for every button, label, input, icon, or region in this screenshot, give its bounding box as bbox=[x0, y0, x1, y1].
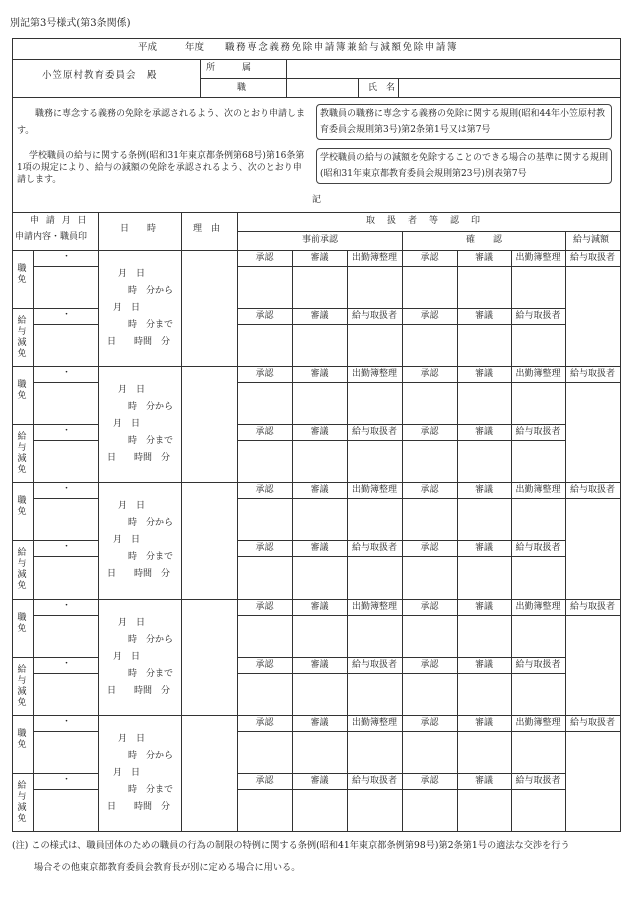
record-4-top-cell-1: 承認 bbox=[255, 601, 274, 612]
record-2-handler-col-6 bbox=[565, 366, 566, 482]
record-3-handler-mid-line bbox=[237, 540, 565, 541]
record-1-top-seal-6[interactable] bbox=[513, 268, 563, 306]
record-3-top-seal-5[interactable] bbox=[459, 500, 509, 538]
record-3-top-cell-2: 審議 bbox=[310, 485, 329, 496]
record-2-top-seal-7[interactable] bbox=[567, 384, 618, 422]
record-5-reason-cell[interactable] bbox=[183, 717, 235, 829]
record-3-top-seal-3[interactable] bbox=[349, 500, 400, 538]
record-3-time-line-1: 月 日 bbox=[118, 501, 146, 512]
record-2-top-cell-5: 審議 bbox=[474, 369, 493, 380]
record-2-handler-col-4 bbox=[457, 366, 458, 482]
record-2-bottom-cell-3: 給与取扱者 bbox=[351, 427, 397, 438]
record-3-bottom-seal-3[interactable] bbox=[349, 558, 400, 596]
record-5-date-line bbox=[33, 731, 98, 732]
record-3-handler-col-1 bbox=[292, 482, 293, 598]
record-1-top-cell-1: 承認 bbox=[255, 253, 274, 263]
ki-label: 記 bbox=[312, 195, 322, 205]
record-5-bottom-cell-3: 給与取扱者 bbox=[351, 775, 397, 786]
record-4-top-seal-1[interactable] bbox=[239, 617, 290, 655]
record-2-top-seal-5[interactable] bbox=[459, 384, 509, 422]
record-4-bottom-cell-4: 承認 bbox=[420, 659, 439, 670]
record-1-bottom-seal-5[interactable] bbox=[459, 326, 509, 364]
record-5-bottom-cell-1: 承認 bbox=[255, 775, 274, 786]
record-5-salary-seal-cell[interactable] bbox=[35, 791, 96, 829]
record-2-date-dot-1: ・ bbox=[62, 368, 72, 379]
record-1-handler-col-3 bbox=[402, 250, 403, 366]
record-2-top-cell-6: 出勤簿整理 bbox=[515, 369, 561, 380]
record-2-top-cell-3: 出勤簿整理 bbox=[351, 369, 397, 380]
record-1-handler-col-4 bbox=[457, 250, 458, 366]
record-4-top-seal-7[interactable] bbox=[567, 617, 618, 655]
record-4-handler-mid-line bbox=[237, 657, 565, 658]
intro-paragraph-2: 学校職員の給与に関する条例(昭和31年東京都条例第68号)第16条第1項の規定により、給与の減額の免除を承認されるよう、次のとおり申請します。 bbox=[17, 151, 305, 185]
record-5-time-line-4: 時 分まで bbox=[128, 784, 174, 795]
record-2-handler-col-1 bbox=[292, 366, 293, 482]
record-3-top-seal-7[interactable] bbox=[567, 500, 618, 538]
record-3-handler-col-5 bbox=[511, 482, 512, 598]
record-2-time-line-1: 月 日 bbox=[118, 385, 146, 396]
record-5-leave-seal-cell[interactable] bbox=[35, 733, 96, 771]
record-4-mid-line bbox=[12, 657, 98, 658]
record-1-date-dot-1: ・ bbox=[62, 252, 72, 262]
record-5-top-cell-5: 審議 bbox=[474, 717, 493, 728]
record-2-time-line-2: 時 分から bbox=[128, 402, 174, 413]
record-3-date-line bbox=[33, 498, 98, 499]
record-2-bottom-cell-6: 給与取扱者 bbox=[515, 427, 561, 438]
record-2-bottom-cell-4: 承認 bbox=[420, 427, 439, 438]
record-1-top-seal-3[interactable] bbox=[349, 268, 400, 306]
record-5-top-seal-4[interactable] bbox=[404, 733, 455, 771]
record-3-leave-label: 職免 bbox=[17, 496, 27, 518]
record-5-top-seal-6[interactable] bbox=[513, 733, 563, 771]
record-4-time-line-3: 月 日 bbox=[113, 651, 141, 662]
record-5-top-cell-2: 審議 bbox=[310, 717, 329, 728]
record-5-salary-label: 給与減免 bbox=[17, 780, 27, 824]
record-3-leave-seal-cell[interactable] bbox=[35, 500, 96, 538]
record-1-top-cell-3: 出勤簿整理 bbox=[351, 253, 397, 263]
record-2-time-line-5: 日 時間 分 bbox=[107, 453, 171, 464]
record-4-bottom-cell-6: 給与取扱者 bbox=[515, 659, 561, 670]
record-3-top-cell-7: 給与取扱者 bbox=[569, 485, 615, 496]
record-4-top-cell-6: 出勤簿整理 bbox=[515, 601, 561, 612]
record-1-top-seal-7[interactable] bbox=[567, 268, 618, 306]
record-1-mid-line bbox=[12, 308, 98, 309]
record-2-date-line bbox=[33, 382, 98, 383]
record-1-bottom-seal-2[interactable] bbox=[294, 326, 345, 364]
record-3-bottom-cell-3: 給与取扱者 bbox=[351, 543, 397, 554]
record-1-handler-col-1 bbox=[292, 250, 293, 366]
record-1-bottom-seal-3[interactable] bbox=[349, 326, 400, 364]
record-4-time-line-2: 時 分から bbox=[128, 634, 174, 645]
record-3-date-dot-1: ・ bbox=[62, 484, 72, 495]
record-3-top-cell-6: 出勤簿整理 bbox=[515, 485, 561, 496]
record-3-bottom-cell-6: 給与取扱者 bbox=[515, 543, 561, 554]
record-1-handler-mid-line-2 bbox=[237, 324, 565, 325]
record-1-top-cell-4: 承認 bbox=[420, 253, 439, 263]
record-5-handler-mid-line bbox=[237, 773, 565, 774]
record-2-handler-col-2 bbox=[347, 366, 348, 482]
record-5-handler-col-6 bbox=[565, 715, 566, 831]
record-1-top-cell-6: 出勤簿整理 bbox=[515, 253, 561, 263]
record-4-bottom-seal-6[interactable] bbox=[513, 675, 563, 713]
record-3-time-line-4: 時 分まで bbox=[128, 552, 174, 563]
record-4-bottom-cell-5: 審議 bbox=[474, 659, 493, 670]
record-2-top-seal-3[interactable] bbox=[349, 384, 400, 422]
post-field[interactable] bbox=[290, 80, 354, 96]
record-4-reason-cell[interactable] bbox=[183, 601, 235, 713]
record-1-top-seal-4[interactable] bbox=[404, 268, 455, 306]
record-4-top-cell-7: 給与取扱者 bbox=[569, 601, 615, 612]
record-5-top-seal-7[interactable] bbox=[567, 733, 618, 771]
record-2-salary-seal-cell[interactable] bbox=[35, 442, 96, 480]
record-1-date-line-2 bbox=[33, 324, 98, 325]
post-label: 職 bbox=[237, 83, 247, 93]
record-2-top-cell-1: 承認 bbox=[255, 369, 274, 380]
addressee: 小笠原村教育委員会 殿 bbox=[42, 70, 158, 81]
record-5-time-line-2: 時 分から bbox=[128, 750, 174, 761]
record-5-handler-col-5 bbox=[511, 715, 512, 831]
record-2-top-seal-6[interactable] bbox=[513, 384, 563, 422]
record-3-date-dot-2: ・ bbox=[62, 542, 72, 553]
record-4-date-line-2 bbox=[33, 673, 98, 674]
record-5-top-seal-1[interactable] bbox=[239, 733, 290, 771]
record-5-handler-col-3 bbox=[402, 715, 403, 831]
record-4-salary-seal-cell[interactable] bbox=[35, 675, 96, 713]
dept-field[interactable] bbox=[290, 61, 616, 77]
record-3-bottom-seal-5[interactable] bbox=[459, 558, 509, 596]
name-label: 氏 名 bbox=[368, 83, 396, 93]
record-2-top-cell-7: 給与取扱者 bbox=[569, 369, 615, 380]
record-4-time-line-5: 日 時間 分 bbox=[107, 685, 171, 696]
record-5-bottom-seal-3[interactable] bbox=[349, 791, 400, 829]
record-5-bottom-cell-4: 承認 bbox=[420, 775, 439, 786]
record-2-top-seal-1[interactable] bbox=[239, 384, 290, 422]
record-3-top-cell-5: 審議 bbox=[474, 485, 493, 496]
record-4-top-seal-5[interactable] bbox=[459, 617, 509, 655]
record-1-handler-mid-line bbox=[237, 308, 565, 309]
record-1-bottom-seal-4[interactable] bbox=[404, 326, 455, 364]
record-2-leave-seal-cell[interactable] bbox=[35, 384, 96, 422]
record-3-bottom-cell-4: 承認 bbox=[420, 543, 439, 554]
record-2-bottom-seal-3[interactable] bbox=[349, 442, 400, 480]
record-4-handler-col-6 bbox=[565, 599, 566, 715]
record-3-bottom-cell-2: 審議 bbox=[310, 543, 329, 554]
record-4-bottom-seal-1[interactable] bbox=[239, 675, 290, 713]
record-3-bottom-cell-5: 審議 bbox=[474, 543, 493, 554]
record-1-time-line-4: 時 分まで bbox=[128, 320, 174, 330]
record-1-time-line-1: 月 日 bbox=[118, 269, 146, 279]
record-4-top-cell-5: 審議 bbox=[474, 601, 493, 612]
record-4-top-cell-2: 審議 bbox=[310, 601, 329, 612]
record-3-top-seal-2[interactable] bbox=[294, 500, 345, 538]
record-4-bottom-cell-1: 承認 bbox=[255, 659, 274, 670]
record-3-handler-col-2 bbox=[347, 482, 348, 598]
record-1-time-line-3: 月 日 bbox=[113, 303, 141, 313]
record-1-top-seal-2[interactable] bbox=[294, 268, 345, 306]
record-1-bottom-cell-6: 給与取扱者 bbox=[515, 311, 561, 321]
record-5-handler-top-line bbox=[237, 731, 620, 732]
record-2-separator bbox=[12, 482, 620, 483]
record-5-bottom-seal-2[interactable] bbox=[294, 791, 345, 829]
record-5-top-seal-2[interactable] bbox=[294, 733, 345, 771]
record-3-salary-label: 給与減免 bbox=[17, 548, 27, 592]
title-era: 平成 bbox=[138, 42, 158, 53]
record-4-top-seal-2[interactable] bbox=[294, 617, 345, 655]
record-3-bottom-seal-2[interactable] bbox=[294, 558, 345, 596]
record-5-time-line-1: 月 日 bbox=[118, 733, 146, 744]
record-4-handler-col-4 bbox=[457, 599, 458, 715]
record-2-reason-cell[interactable] bbox=[183, 368, 235, 480]
record-4-top-seal-6[interactable] bbox=[513, 617, 563, 655]
record-4-top-seal-3[interactable] bbox=[349, 617, 400, 655]
record-4-salary-label: 給与減免 bbox=[17, 664, 27, 708]
record-1-time-line-5: 日 時間 分 bbox=[107, 337, 171, 347]
record-5-bottom-cell-5: 審議 bbox=[474, 775, 493, 786]
record-4-date-dot-1: ・ bbox=[62, 600, 72, 611]
record-3-handler-top-line bbox=[237, 498, 620, 499]
footnote-line-2: 場合その他東京都教育委員会教育長が別に定める場合に用いる。 bbox=[34, 862, 301, 873]
record-3-mid-line bbox=[12, 540, 98, 541]
record-4-handler-col-3 bbox=[402, 599, 403, 715]
col-handler: 取 扱 者 等 認 印 bbox=[366, 216, 482, 226]
record-3-bottom-seal-6[interactable] bbox=[513, 558, 563, 596]
record-1-bottom-cell-1: 承認 bbox=[255, 311, 274, 321]
record-1-salary-seal-cell[interactable] bbox=[35, 326, 96, 364]
record-4-time-line-4: 時 分まで bbox=[128, 668, 174, 679]
record-1-handler-col-6 bbox=[565, 250, 566, 366]
record-5-handler-mid-line-2 bbox=[237, 789, 565, 790]
record-2-salary-label: 給与減免 bbox=[17, 432, 27, 476]
record-5-date-dot-2: ・ bbox=[62, 774, 72, 785]
record-1-separator bbox=[12, 366, 620, 367]
record-3-time-line-2: 時 分から bbox=[128, 518, 174, 529]
record-3-top-cell-3: 出勤簿整理 bbox=[351, 485, 397, 496]
record-2-handler-top-line bbox=[237, 382, 620, 383]
form-id: 別記第3号様式(第3条関係) bbox=[10, 18, 131, 29]
record-2-top-cell-4: 承認 bbox=[420, 369, 439, 380]
record-4-date-line bbox=[33, 615, 98, 616]
record-5-bottom-seal-1[interactable] bbox=[239, 791, 290, 829]
record-3-top-cell-4: 承認 bbox=[420, 485, 439, 496]
record-3-time-line-5: 日 時間 分 bbox=[107, 569, 171, 580]
record-5-top-cell-4: 承認 bbox=[420, 717, 439, 728]
record-1-date-line bbox=[33, 266, 98, 267]
record-2-bottom-seal-2[interactable] bbox=[294, 442, 345, 480]
page-title: 職務専念義務免除申請簿兼給与減額免除申請簿 bbox=[225, 42, 459, 53]
footnote-line-1: (注) この様式は、職員団体のための職員の行為の制限の特例に関する条例(昭和41年東京都条例第98号)第2条第1号の適法な交渉を行う bbox=[12, 840, 570, 851]
record-4-bottom-seal-3[interactable] bbox=[349, 675, 400, 713]
record-5-top-seal-5[interactable] bbox=[459, 733, 509, 771]
record-4-handler-mid-line-2 bbox=[237, 673, 565, 674]
col-salary-reduction: 給与減額 bbox=[573, 235, 610, 245]
record-3-handler-col-4 bbox=[457, 482, 458, 598]
record-4-handler-col-2 bbox=[347, 599, 348, 715]
col-date-line2: 申請内容・職員印 bbox=[15, 232, 88, 242]
record-5-top-cell-3: 出勤簿整理 bbox=[351, 717, 397, 728]
record-5-date-dot-1: ・ bbox=[62, 716, 72, 727]
record-3-bottom-seal-4[interactable] bbox=[404, 558, 455, 596]
record-4-top-cell-4: 承認 bbox=[420, 601, 439, 612]
record-5-bottom-seal-6[interactable] bbox=[513, 791, 563, 829]
record-1-date-dot-2: ・ bbox=[62, 310, 72, 320]
name-field[interactable] bbox=[402, 80, 616, 96]
record-1-handler-col-5 bbox=[511, 250, 512, 366]
record-5-time-line-3: 月 日 bbox=[113, 767, 141, 778]
record-1-top-seal-5[interactable] bbox=[459, 268, 509, 306]
record-2-bottom-cell-2: 審議 bbox=[310, 427, 329, 438]
record-5-time-line-5: 日 時間 分 bbox=[107, 801, 171, 812]
record-1-leave-label: 職免 bbox=[17, 264, 27, 285]
record-2-bottom-cell-5: 審議 bbox=[474, 427, 493, 438]
record-1-bottom-cell-4: 承認 bbox=[420, 311, 439, 321]
record-4-handler-col-1 bbox=[292, 599, 293, 715]
record-1-bottom-seal-1[interactable] bbox=[239, 326, 290, 364]
record-5-mid-line bbox=[12, 773, 98, 774]
record-1-reason-cell[interactable] bbox=[183, 252, 235, 364]
record-3-top-seal-1[interactable] bbox=[239, 500, 290, 538]
record-2-bottom-cell-1: 承認 bbox=[255, 427, 274, 438]
record-5-date-line-2 bbox=[33, 789, 98, 790]
record-4-top-cell-3: 出勤簿整理 bbox=[351, 601, 397, 612]
record-4-separator bbox=[12, 715, 620, 716]
record-3-bottom-seal-1[interactable] bbox=[239, 558, 290, 596]
record-3-handler-col-6 bbox=[565, 482, 566, 598]
record-5-handler-col-4 bbox=[457, 715, 458, 831]
record-1-top-cell-2: 審議 bbox=[310, 253, 329, 263]
record-4-bottom-cell-2: 審議 bbox=[310, 659, 329, 670]
record-2-top-seal-4[interactable] bbox=[404, 384, 455, 422]
record-3-salary-seal-cell[interactable] bbox=[35, 558, 96, 596]
record-1-bottom-seal-6[interactable] bbox=[513, 326, 563, 364]
record-3-time-line-3: 月 日 bbox=[113, 535, 141, 546]
dept-label: 所 属 bbox=[206, 63, 252, 73]
record-4-bottom-seal-5[interactable] bbox=[459, 675, 509, 713]
record-2-bottom-seal-1[interactable] bbox=[239, 442, 290, 480]
record-2-date-dot-2: ・ bbox=[62, 426, 72, 437]
record-5-top-cell-1: 承認 bbox=[255, 717, 274, 728]
record-2-date-line-2 bbox=[33, 440, 98, 441]
record-1-time-line-2: 時 分から bbox=[128, 286, 174, 296]
record-1-top-cell-7: 給与取扱者 bbox=[569, 253, 615, 263]
intro-bracket-text-1: 教職員の職務に専念する義務の免除に関する規則(昭和44年小笠原村教育委員会規則第3号)第2条第1号又は第7号 bbox=[320, 109, 605, 135]
record-3-top-seal-6[interactable] bbox=[513, 500, 563, 538]
record-2-bottom-seal-5[interactable] bbox=[459, 442, 509, 480]
record-2-bottom-seal-4[interactable] bbox=[404, 442, 455, 480]
record-2-handler-col-5 bbox=[511, 366, 512, 482]
record-3-top-cell-1: 承認 bbox=[255, 485, 274, 496]
record-4-bottom-cell-3: 給与取扱者 bbox=[351, 659, 397, 670]
record-5-bottom-seal-4[interactable] bbox=[404, 791, 455, 829]
record-3-handler-col-3 bbox=[402, 482, 403, 598]
record-2-time-line-3: 月 日 bbox=[113, 419, 141, 430]
record-3-date-line-2 bbox=[33, 556, 98, 557]
record-5-handler-col-1 bbox=[292, 715, 293, 831]
record-1-bottom-cell-5: 審議 bbox=[474, 311, 493, 321]
col-time: 日 時 bbox=[120, 224, 157, 234]
record-5-bottom-seal-5[interactable] bbox=[459, 791, 509, 829]
record-2-bottom-seal-6[interactable] bbox=[513, 442, 563, 480]
record-5-leave-label: 職免 bbox=[17, 728, 27, 750]
record-3-separator bbox=[12, 599, 620, 600]
intro-bracket-text-2: 学校職員の給与の減額を免除することのできる場合の基準に関する規則(昭和31年東京都教育委員会規則第23号)別表第7号 bbox=[320, 153, 609, 179]
intro-paragraph-1: 職務に専念する義務の免除を承認されるよう、次のとおり申請します。 bbox=[17, 109, 306, 136]
record-4-handler-top-line bbox=[237, 615, 620, 616]
record-1-handler-col-2 bbox=[347, 250, 348, 366]
record-5-bottom-cell-6: 給与取扱者 bbox=[515, 775, 561, 786]
record-5-top-cell-6: 出勤簿整理 bbox=[515, 717, 561, 728]
record-2-handler-mid-line bbox=[237, 424, 565, 425]
record-5-handler-col-2 bbox=[347, 715, 348, 831]
record-2-handler-col-3 bbox=[402, 366, 403, 482]
record-1-top-cell-5: 審議 bbox=[474, 253, 493, 263]
record-4-time-line-1: 月 日 bbox=[118, 617, 146, 628]
record-2-handler-mid-line-2 bbox=[237, 440, 565, 441]
record-5-top-seal-3[interactable] bbox=[349, 733, 400, 771]
col-prior-approval: 事前承認 bbox=[302, 235, 339, 245]
record-1-bottom-cell-3: 給与取扱者 bbox=[351, 311, 397, 321]
record-4-date-dot-2: ・ bbox=[62, 658, 72, 669]
record-3-reason-cell[interactable] bbox=[183, 484, 235, 596]
record-3-bottom-cell-1: 承認 bbox=[255, 543, 274, 554]
record-2-mid-line bbox=[12, 424, 98, 425]
title-year-label: 年度 bbox=[185, 42, 205, 53]
col-reason: 理 由 bbox=[193, 224, 221, 234]
record-4-bottom-seal-2[interactable] bbox=[294, 675, 345, 713]
record-2-top-cell-2: 審議 bbox=[310, 369, 329, 380]
record-4-bottom-seal-4[interactable] bbox=[404, 675, 455, 713]
record-4-leave-label: 職免 bbox=[17, 612, 27, 634]
record-1-salary-label: 給与減免 bbox=[17, 316, 27, 359]
record-2-top-seal-2[interactable] bbox=[294, 384, 345, 422]
record-2-time-line-4: 時 分まで bbox=[128, 436, 174, 447]
col-date-line1: 申 請 月 日 bbox=[30, 216, 89, 226]
record-2-leave-label: 職免 bbox=[17, 380, 27, 402]
record-5-top-cell-7: 給与取扱者 bbox=[569, 717, 615, 728]
record-3-handler-mid-line-2 bbox=[237, 556, 565, 557]
record-4-handler-col-5 bbox=[511, 599, 512, 715]
record-4-leave-seal-cell[interactable] bbox=[35, 617, 96, 655]
record-3-top-seal-4[interactable] bbox=[404, 500, 455, 538]
col-confirm: 確 認 bbox=[466, 235, 503, 245]
record-1-leave-seal-cell[interactable] bbox=[35, 268, 96, 306]
record-1-top-seal-1[interactable] bbox=[239, 268, 290, 306]
record-5-bottom-cell-2: 審議 bbox=[310, 775, 329, 786]
record-4-top-seal-4[interactable] bbox=[404, 617, 455, 655]
record-1-bottom-cell-2: 審議 bbox=[310, 311, 329, 321]
record-1-handler-top-line bbox=[237, 266, 620, 267]
